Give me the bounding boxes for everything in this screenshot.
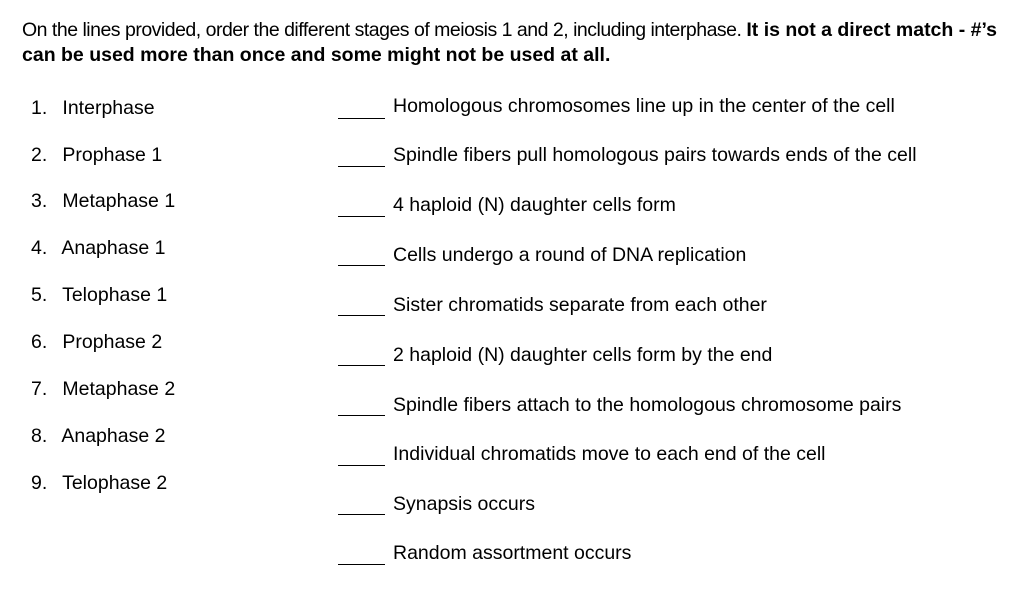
stage-number: 5. — [31, 284, 48, 306]
stage-label: Interphase — [62, 97, 155, 119]
answer-blank[interactable] — [338, 118, 385, 119]
description-item: Sister chromatids separate from each other — [393, 294, 767, 316]
stage-number: 8. — [31, 425, 48, 447]
answer-blank[interactable] — [338, 564, 385, 565]
answer-blank[interactable] — [338, 514, 385, 515]
stage-item — [31, 425, 165, 448]
description-item: Spindle fibers pull homologous pairs towards ends of the cell — [393, 144, 917, 166]
stage-number: 7. — [31, 378, 48, 400]
description-item: Cells undergo a round of DNA replication — [393, 244, 747, 266]
stage-item — [31, 472, 167, 495]
stage-item — [31, 284, 167, 307]
description-item: Homologous chromosomes line up in the center of the cell — [393, 95, 895, 117]
stage-item — [31, 97, 155, 120]
stage-number: 6. — [31, 331, 48, 353]
answer-blank[interactable] — [338, 265, 385, 266]
stage-item — [31, 144, 162, 167]
stage-label: Telophase 2 — [62, 472, 168, 494]
answer-blank[interactable] — [338, 216, 385, 217]
answer-blank[interactable] — [338, 315, 385, 316]
description-item: 2 haploid (N) daughter cells form by the end — [393, 344, 773, 366]
stage-item — [31, 190, 175, 213]
stage-item — [31, 378, 175, 401]
stage-label: Anaphase 2 — [61, 425, 166, 447]
description-item: Synapsis occurs — [393, 493, 535, 515]
answer-blank[interactable] — [338, 415, 385, 416]
description-item: 4 haploid (N) daughter cells form — [393, 194, 676, 216]
stage-number: 9. — [31, 472, 48, 494]
stage-label: Telophase 1 — [62, 284, 168, 306]
answer-blank[interactable] — [338, 166, 385, 167]
answer-blank[interactable] — [338, 465, 385, 466]
instructions-emphasis: It is not a direct match - #’s can be used more than once and some might not be used at all. — [22, 19, 998, 66]
stage-label: Metaphase 1 — [62, 190, 176, 212]
stage-number: 3. — [31, 190, 48, 212]
instructions — [22, 18, 1002, 68]
stage-label: Metaphase 2 — [62, 378, 176, 400]
stage-label: Prophase 2 — [62, 331, 163, 353]
description-item: Individual chromatids move to each end of the cell — [393, 443, 826, 465]
stage-number: 1. — [31, 97, 48, 119]
instructions-text: On the lines provided, order the different stages of meiosis 1 and 2, including interphase. — [22, 19, 742, 41]
stage-number: 4. — [31, 237, 48, 259]
stage-item — [31, 237, 165, 260]
stage-item — [31, 331, 162, 354]
stage-label: Prophase 1 — [62, 144, 163, 166]
stage-number: 2. — [31, 144, 48, 166]
description-item: Spindle fibers attach to the homologous chromosome pairs — [393, 394, 902, 416]
answer-blank[interactable] — [338, 365, 385, 366]
stage-label: Anaphase 1 — [61, 237, 166, 259]
description-item: Random assortment occurs — [393, 542, 632, 564]
